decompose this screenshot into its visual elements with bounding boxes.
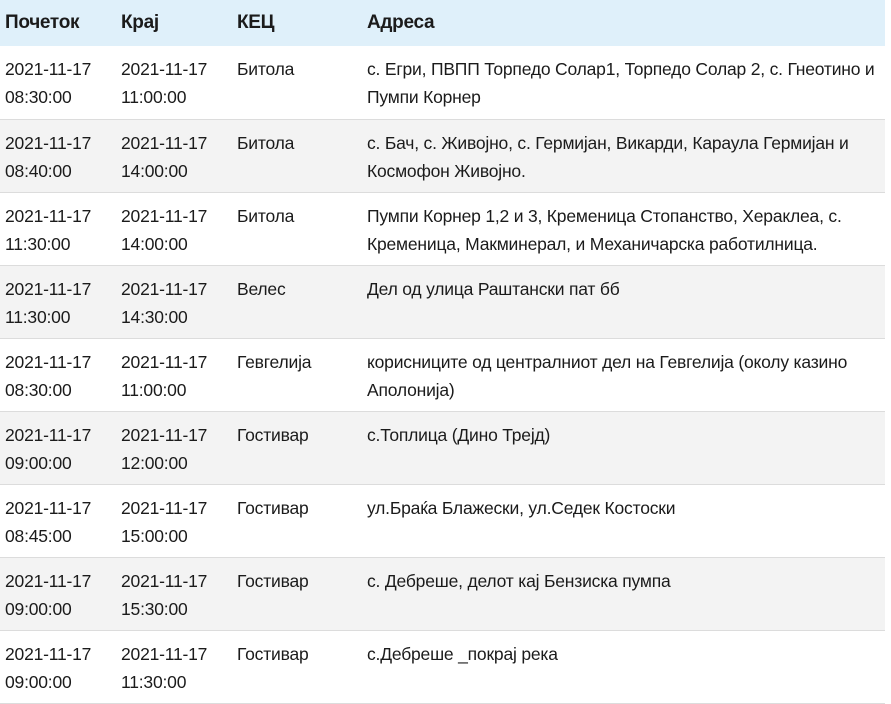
start-date: 2021-11-17 [5,570,92,591]
end-cell [117,46,232,119]
header-end: Крај [121,12,159,33]
end-time: 11:00:00 [121,379,187,400]
kec-cell: Битола [237,205,295,226]
kec-cell: Гостивар [237,570,309,591]
end-date: 2021-11-17 [121,424,208,445]
table-row [0,557,885,630]
address-cell: с.Дебреше _покрај река [367,643,558,664]
kec-cell: Гостивар [237,497,309,518]
start-cell [0,192,117,265]
address-cell: Дел од улица Раштански пат бб [367,278,620,299]
address-cell: ул.Браќа Блажески, ул.Седек Костоски [367,497,676,518]
start-time: 08:40:00 [5,160,72,181]
end-cell [117,192,232,265]
start-time: 08:45:00 [5,525,72,546]
end-cell [117,484,232,557]
table-row [0,119,885,192]
header-kec: КЕЦ [237,12,275,33]
start-cell [0,46,117,119]
end-date: 2021-11-17 [121,205,208,226]
table-row [0,484,885,557]
end-cell [117,265,232,338]
start-date: 2021-11-17 [5,351,92,372]
start-time: 08:30:00 [5,87,72,107]
end-date: 2021-11-17 [121,278,208,299]
table-row [0,338,885,411]
end-cell [117,119,232,192]
start-date: 2021-11-17 [5,278,92,299]
start-date: 2021-11-17 [5,205,92,226]
table-row [0,46,885,119]
header-start: Почеток [5,12,80,33]
end-time: 11:00:00 [121,87,187,107]
start-time: 11:30:00 [5,306,71,327]
address-cell: с. Бач, с. Живојно, с. Гермијан, Викарди, Караула Гермијан и Космофон Живојно. [367,132,849,181]
end-time: 15:00:00 [121,525,188,546]
start-time: 11:30:00 [5,233,71,254]
start-cell [0,119,117,192]
start-cell [0,411,117,484]
end-time: 14:30:00 [121,306,188,327]
address-cell: Пумпи Корнер 1,2 и 3, Кременица Стопанство, Хераклеа, с. Кременица, Макминерал, и Механичарска работилница. [367,205,842,254]
table-body [0,46,885,703]
start-cell [0,557,117,630]
header-row [0,0,885,46]
table-row [0,192,885,265]
kec-cell: Битола [237,132,295,153]
kec-cell: Велес [237,278,286,299]
end-time: 11:30:00 [121,671,187,692]
end-time: 12:00:00 [121,452,188,473]
end-date: 2021-11-17 [121,643,208,664]
end-time: 14:00:00 [121,233,188,254]
start-cell [0,484,117,557]
address-cell: с. Дебреше, делот кај Бензиска пумпа [367,570,671,591]
end-cell [117,557,232,630]
table-row [0,411,885,484]
start-date: 2021-11-17 [5,424,92,445]
end-time: 15:30:00 [121,598,188,619]
end-date: 2021-11-17 [121,570,208,591]
end-date: 2021-11-17 [121,351,208,372]
start-time: 09:00:00 [5,671,72,692]
header-address: Адреса [367,12,435,33]
start-cell [0,338,117,411]
end-time: 14:00:00 [121,160,188,181]
start-cell [0,630,117,703]
table-header [0,0,885,46]
start-date: 2021-11-17 [5,132,92,153]
end-date: 2021-11-17 [121,132,208,153]
table-row [0,265,885,338]
start-cell [0,265,117,338]
start-time: 09:00:00 [5,598,72,619]
end-date: 2021-11-17 [121,497,208,518]
start-time: 09:00:00 [5,452,72,473]
end-cell [117,630,232,703]
address-cell: корисниците од централниот дел на Гевгелија (околу казино Аполонија) [367,351,848,400]
start-date: 2021-11-17 [5,643,92,664]
end-cell [117,338,232,411]
kec-cell: Битола [237,59,295,79]
kec-cell: Гостивар [237,424,309,445]
address-cell: с. Егри, ПВПП Торпедо Солар1, Торпедо Солар 2, с. Гнеотино и Пумпи Корнер [367,59,875,107]
table-row [0,630,885,703]
start-time: 08:30:00 [5,379,72,400]
kec-cell: Гостивар [237,643,309,664]
kec-cell: Гевгелија [237,351,312,372]
start-date: 2021-11-17 [5,59,92,79]
end-date: 2021-11-17 [121,59,208,79]
end-cell [117,411,232,484]
start-date: 2021-11-17 [5,497,92,518]
address-cell: с.Топлица (Дино Трејд) [367,424,551,445]
